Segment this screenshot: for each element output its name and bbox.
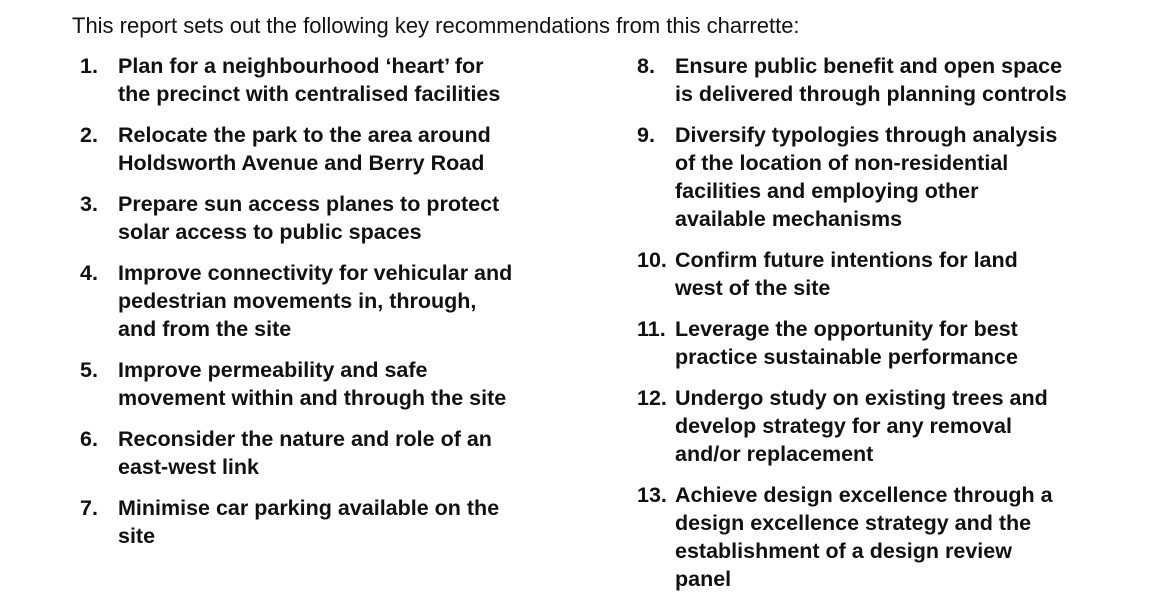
recommendation-text: Plan for a neighbourhood ‘heart’ for the precinct with centralised facilities <box>118 54 501 106</box>
recommendation-item <box>637 246 1152 302</box>
recommendation-number: 12. <box>637 386 667 410</box>
recommendation-item <box>80 356 600 412</box>
intro-text: This report sets out the following key recommendations from this charrette: <box>72 13 800 38</box>
recommendation-number: 6. <box>80 427 98 451</box>
recommendation-item <box>637 315 1152 371</box>
recommendation-text: Improve connectivity for vehicular and pedestrian movements in, through, and from the site <box>118 261 513 341</box>
recommendation-text: Undergo study on existing trees and develop strategy for any removal and/or replacement <box>675 386 1048 466</box>
recommendation-text: Diversify typologies through analysis of the location of non-residential facilities and employing other available mechanisms <box>675 123 1058 231</box>
recommendation-text: Leverage the opportunity for best practice sustainable performance <box>675 317 1018 369</box>
recommendation-number: 5. <box>80 358 98 382</box>
recommendation-item <box>80 52 600 108</box>
recommendation-item <box>637 481 1152 593</box>
recommendation-text: Improve permeability and safe movement within and through the site <box>118 358 507 410</box>
recommendation-number: 13. <box>637 483 667 507</box>
recommendation-item <box>80 121 600 177</box>
recommendation-item <box>80 494 600 550</box>
recommendations-right-column <box>637 52 1152 606</box>
recommendation-number: 10. <box>637 248 667 272</box>
recommendation-number: 9. <box>637 123 655 147</box>
recommendation-item <box>637 384 1152 468</box>
recommendation-text: Ensure public benefit and open space is delivered through planning controls <box>675 54 1067 106</box>
recommendation-number: 3. <box>80 192 98 216</box>
recommendation-number: 1. <box>80 54 98 78</box>
recommendation-number: 11. <box>637 317 666 341</box>
recommendation-number: 4. <box>80 261 98 285</box>
recommendations-left-column <box>80 52 600 563</box>
recommendation-number: 8. <box>637 54 655 78</box>
recommendation-number: 2. <box>80 123 98 147</box>
recommendation-item <box>637 52 1152 108</box>
recommendation-text: Minimise car parking available on the site <box>118 496 500 548</box>
recommendation-text: Prepare sun access planes to protect solar access to public spaces <box>118 192 500 244</box>
recommendation-number: 7. <box>80 496 98 520</box>
recommendation-item <box>80 259 600 343</box>
recommendation-text: Reconsider the nature and role of an east-west link <box>118 427 492 479</box>
recommendation-item <box>637 121 1152 233</box>
recommendation-item <box>80 190 600 246</box>
recommendation-item <box>80 425 600 481</box>
recommendation-text: Confirm future intentions for land west of the site <box>675 248 1018 300</box>
recommendation-text: Relocate the park to the area around Holdsworth Avenue and Berry Road <box>118 123 491 175</box>
recommendation-text: Achieve design excellence through a design excellence strategy and the establishment of a design review panel <box>675 483 1053 591</box>
